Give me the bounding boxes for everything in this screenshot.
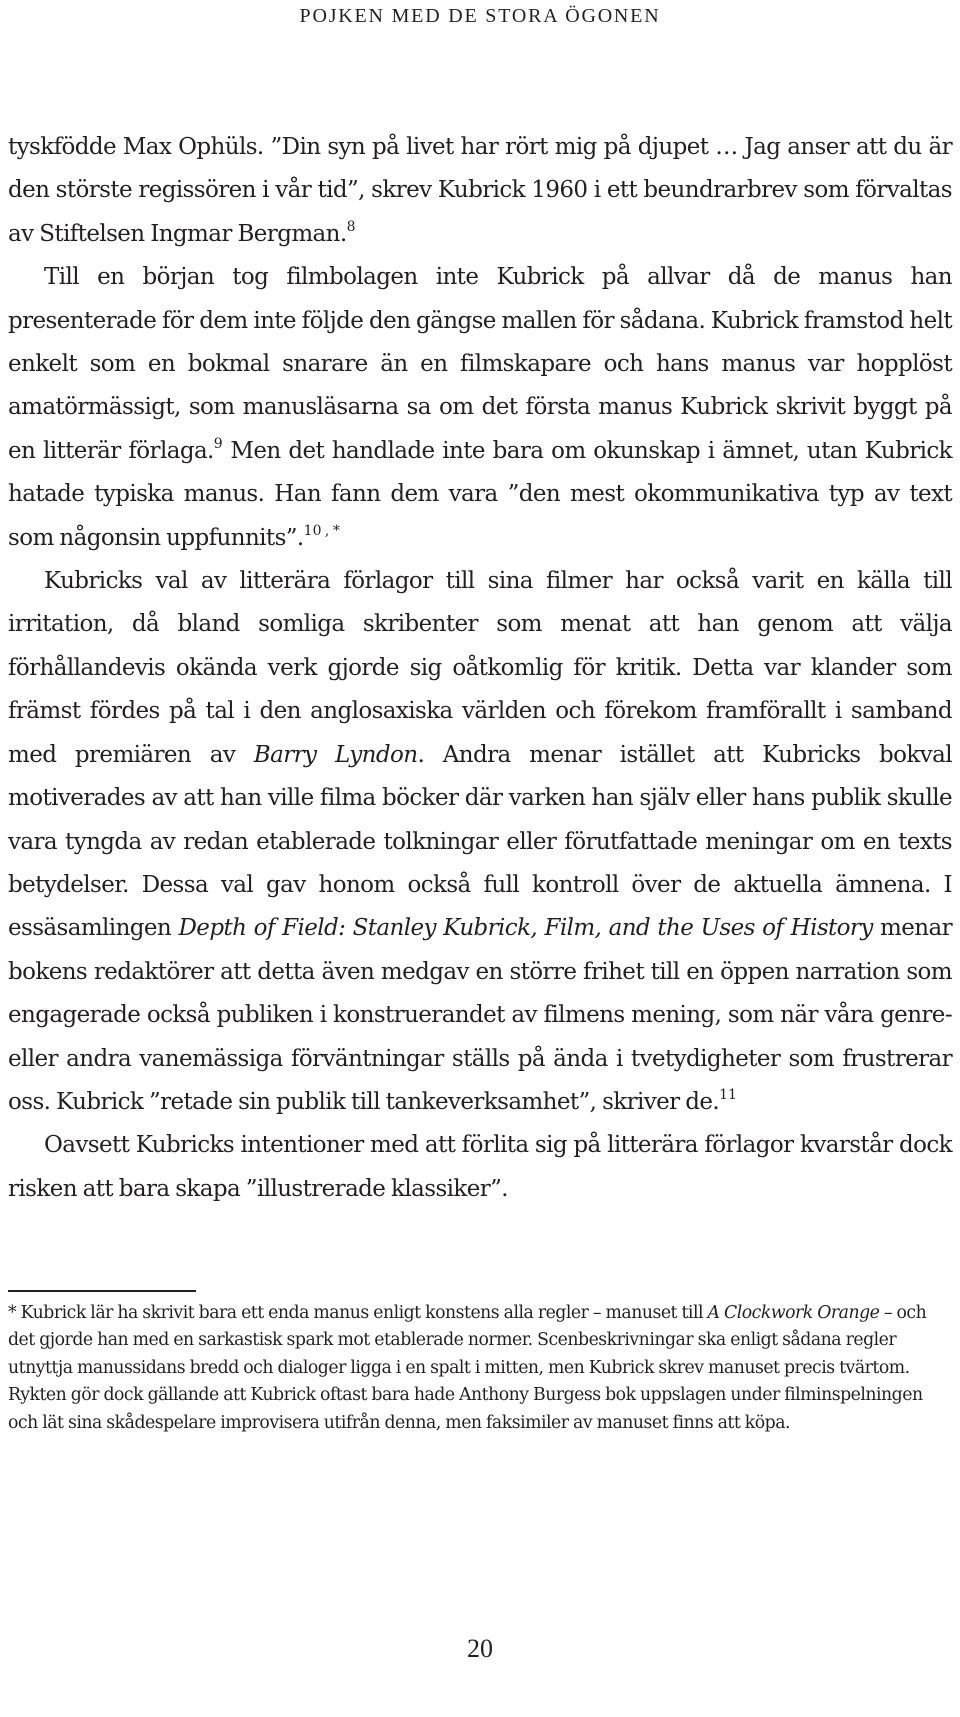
footnote-ref-10: 10 , * bbox=[303, 522, 340, 539]
paragraph-3-text-a: Kubricks val av litterära förlagor till sina filmer har också varit en källa till irritation, då bland somliga skribenter som menat att han genom att välja förhållandevis okända verk gjorde sig oåtkomlig för kritik. Detta var klander som främst fördes på tal i den anglosaxiska världen och förekom framförallt i samband med premiären av bbox=[8, 568, 952, 768]
title-depth-of-field: Depth of Field: Stanley Kubrick, Film, and the Uses of History bbox=[178, 915, 873, 942]
page-number: 20 bbox=[467, 1634, 493, 1663]
footnote-divider bbox=[8, 1290, 196, 1292]
footnote-text-b: – och det gjorde han med en sarkastisk spark mot etablerade normer. Scenbeskrivningar ska enligt sådana regler utnyttja manussidans bredd och dialoger ligga i en spalt i mitten, men Kubrick skrev manuset precis tvärtom. Rykten gör dock gällande att Kubrick oftast bara hade Anthony Burgess bok uppslagen under filminspelningen och lät sina skådespelare improvisera utifrån denna, men faksimiler av manuset finns att köpa. bbox=[8, 1303, 927, 1433]
footnote-ref-8: 8 bbox=[346, 218, 356, 235]
body-text bbox=[8, 126, 952, 1211]
title-a-clockwork-orange: A Clockwork Orange bbox=[707, 1303, 880, 1323]
paragraph-2-text-b: Men det handlade inte bara om okunskap i ämnet, utan Kubrick hatade typiska manus. Han fann dem vara ”den mest okommunikativa typ av text som någonsin uppfunnits”. bbox=[8, 437, 952, 551]
title-barry-lyndon: Barry Lyndon bbox=[253, 741, 418, 768]
paragraph-3-text-b: . Andra menar istället att Kubricks bokval motiverades av att han ville filma böcker där varken han själv eller hans publik skulle vara tyngda av redan etablerade tolkningar eller förutfattade meningar om en texts betydelser. Dessa val gav honom också full kontroll över de aktuella ämnena. I essäsamlingen bbox=[8, 741, 952, 942]
paragraph-4-text: Oavsett Kubricks intentioner med att förlita sig på litterära förlagor kvarstår dock risken att bara skapa ”illustrerade klassiker”. bbox=[8, 1132, 952, 1202]
paragraph-2-text-a: Till en början tog filmbolagen inte Kubrick på allvar då de manus han presenterade för dem inte följde den gängse mallen för sådana. Kubrick framstod helt enkelt som en bokmal snarare än en filmskapare och hans manus var hopplöst amatörmässigt, som manusläsarna sa om det första manus Kubrick skrivit byggt på en litterär förlaga. bbox=[8, 264, 952, 464]
paragraph-2 bbox=[8, 256, 952, 560]
paragraph-3-text-c: menar bokens redaktörer att detta även medgav en större frihet till en öppen narration som engagerade också publiken i konstruerandet av filmens mening, som när våra genre- eller andra vanemässiga förväntningar ställs på ända i tvetydigheter som frustrerar oss. Kubrick ”retade sin publik till tankeverksamhet”, skriver de. bbox=[8, 915, 952, 1115]
paragraph-3 bbox=[8, 560, 952, 1124]
footnote-marker: * bbox=[8, 1303, 17, 1323]
footnote-ref-9: 9 bbox=[213, 435, 223, 452]
paragraph-1-text: tyskfödde Max Ophüls. ”Din syn på livet har rört mig på djupet … Jag anser att du är den störste regissören i vår tid”, skrev Kubrick 1960 i ett beundrarbrev som förvaltas av Stiftelsen Ingmar Bergman. bbox=[8, 134, 952, 247]
paragraph-4 bbox=[8, 1124, 952, 1211]
footnote-ref-11: 11 bbox=[719, 1086, 737, 1103]
footnote-text-a: Kubrick lär ha skrivit bara ett enda manus enligt konstens alla regler – manuset till bbox=[16, 1303, 708, 1323]
footnote bbox=[8, 1300, 952, 1437]
paragraph-1 bbox=[8, 126, 952, 256]
running-head: POJKEN MED DE STORA ÖGONEN bbox=[299, 5, 661, 27]
footnote-paragraph bbox=[8, 1300, 952, 1437]
